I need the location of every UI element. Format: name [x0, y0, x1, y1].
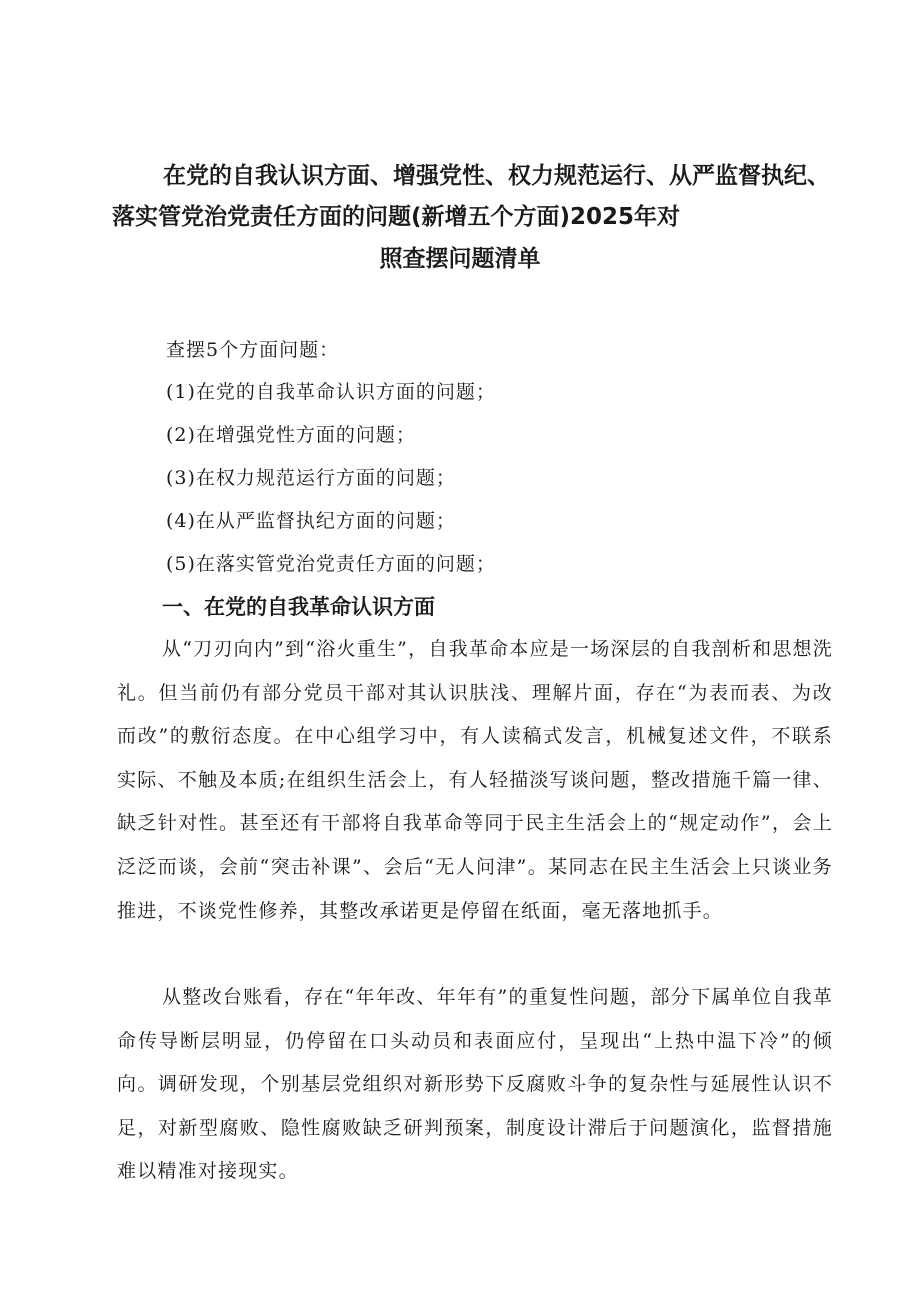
body-paragraph-2: 从整改台账看，存在“年年改、年年有”的重复性问题，部分下属单位自我革命传导断层明显，仍停留在口头动员和表面应付，呈现出“上热中温下冷”的倾向。调研发现，个别基层党组织对新形势下反腐败斗争的复杂性与延展性认识不足，对新型腐败、隐性腐败缺乏研判预案，制度设计滞后于问题演化，监督措施难以精准对接现实。	[117, 986, 833, 1183]
document-title-line-1: 在党的自我认识方面、增强党性、权力规范运行、从严监督执纪、	[163, 163, 830, 189]
issue-list-item: (5)在落实管党治党责任方面的问题；	[166, 553, 496, 575]
document-title-line-3: 照查摆问题清单	[379, 246, 541, 272]
issue-list-item: (4)在从严监督执纪方面的问题；	[166, 510, 456, 532]
issue-list-item: (3)在权力规范运行方面的问题；	[166, 467, 456, 489]
issue-list-item: (2)在增强党性方面的问题；	[166, 424, 416, 446]
issue-list-item: (1)在党的自我革命认识方面的问题；	[166, 381, 496, 403]
issue-list-intro: 查摆5个方面问题：	[166, 339, 340, 361]
section-heading-1: 一、在党的自我革命认识方面	[162, 595, 435, 619]
document-title-line-2: 落实管党治党责任方面的问题(新增五个方面)2025年对	[112, 204, 681, 230]
body-paragraph-1: 从“刀刃向内”到“浴火重生”，自我革命本应是一场深层的自我剖析和思想洗礼。但当前仍有部分党员干部对其认识肤浅、理解片面，存在“为表而表、为改而改”的敷衍态度。在中心组学习中，有人读稿式发言，机械复述文件，不联系实际、不触及本质;在组织生活会上，有人轻描淡写谈问题，整改措施千篇一律、缺乏针对性。甚至还有干部将自我革命等同于民主生活会上的“规定动作”，会上泛泛而谈，会前“突击补课”、会后“无人问津”。某同志在民主生活会上只谈业务推进，不谈党性修养，其整改承诺更是停留在纸面，毫无落地抓手。	[117, 638, 833, 922]
